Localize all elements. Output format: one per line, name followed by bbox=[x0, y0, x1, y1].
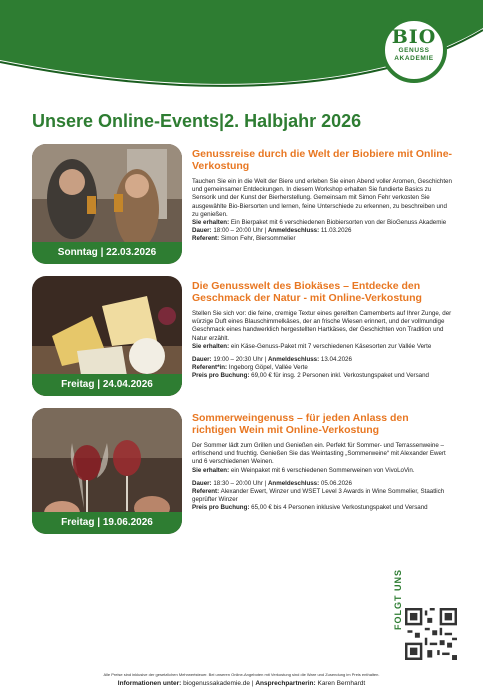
deadline-label: Anmeldeschluss: bbox=[267, 227, 320, 235]
deadline-label: Anmeldeschluss: bbox=[267, 356, 320, 364]
info-label: Informationen unter: bbox=[117, 680, 182, 687]
speaker-label: Referent: bbox=[192, 488, 220, 496]
event-date: Sonntag | 22.03.2026 bbox=[32, 242, 182, 264]
receive-text: ein Käse-Genuss-Paket mit 7 verschiedenen Käsesorten zur Vallée Verte bbox=[230, 342, 432, 350]
deadline-value: 05.06.2026 bbox=[320, 479, 352, 487]
bio-genuss-akademie-logo[interactable] bbox=[381, 17, 447, 83]
price-label: Preis pro Buchung: bbox=[192, 504, 250, 512]
receive-text: Ein Bierpaket mit 6 verschiedenen Biobiersorten von der BioGenuss Akademie bbox=[230, 219, 447, 227]
event-date: Freitag | 24.04.2026 bbox=[32, 374, 182, 396]
event-title[interactable]: Die Genusswelt des Biokäses – Entdecke den Geschmack der Natur - mit Online-Verkostung bbox=[192, 280, 422, 304]
contact-name: Karen Bernhardt bbox=[317, 680, 366, 687]
follow-us-label: FOLGT UNS bbox=[393, 569, 403, 630]
receive-label: Sie erhalten: bbox=[192, 219, 230, 227]
website-link[interactable]: biogenussakademie.de bbox=[183, 680, 251, 687]
event-description: Der Sommer lädt zum Grillen und Genießen ein. Perfekt für Sommer- und Terrassenweine – erfrischend und fruchtig. Genießen Sie das Weintasting „Sommerweine“ mit Alexander Ewert und 6 verschiedenen Weinen. bbox=[192, 442, 446, 466]
duration-value: 18:00 – 20:00 Uhr | bbox=[213, 227, 267, 235]
duration-label: Dauer: bbox=[192, 356, 212, 364]
deadline-label: Anmeldeschluss: bbox=[267, 479, 320, 487]
event-image-cheese bbox=[32, 276, 182, 396]
contact-label: Ansprechpartnerin: bbox=[255, 680, 316, 687]
speaker-label: Referent: bbox=[192, 235, 220, 243]
event-card bbox=[32, 276, 452, 401]
duration-value: 18:30 – 20:00 Uhr | bbox=[213, 479, 267, 487]
duration-label: Dauer: bbox=[192, 227, 212, 235]
event-description: Tauchen Sie ein in die Welt der Biere und erleben Sie einen Abend voller Aromen, Geschichten und gemeinsamer Entdeckungen. In diesem Workshop erhalten Sie fundierte Basics zu Sensorik und der Kunst der Bierherstellung. Gemeinsam mit Simon Fehr verkosten Sie ausgewählte Bio-Biersorten und lernen, feine Unterschiede zu erkennen, zu beschreiben und zu genießen. bbox=[192, 178, 452, 218]
qr-code-icon[interactable] bbox=[405, 608, 457, 660]
speaker-label: Referent*in: bbox=[192, 364, 228, 372]
event-description: Stellen Sie sich vor: die feine, cremige Textur eines gereiften Camemberts auf Ihrer Zunge, der würzige Duft eines Blauschimmelkäses, der an frische Wiesen erinnert, und der vollmundige Geschmack eines handwerklich hergestellten Hartkäses, der Geschichten von Tradition und Natur erzählt. bbox=[192, 310, 452, 342]
speaker-value: Alexander Ewert, Winzer und WSET Level 3 Awards in Wine Sommelier, Staatlich geprüfter Winzer bbox=[192, 488, 445, 504]
logo-akademie: AKADEMIE bbox=[394, 55, 434, 62]
event-card bbox=[32, 144, 452, 269]
price-disclaimer: Alle Preise sind inklusive der gesetzlichen Mehrwertsteuer. Bei unseren Online-Angeboten mit Verkostung sind die Ware und Zusendung im Preis enthalten. bbox=[103, 672, 380, 677]
event-date: Freitag | 19.06.2026 bbox=[32, 512, 182, 534]
event-card bbox=[32, 408, 452, 533]
page-title: Unsere Online-Events|2. Halbjahr 2026 bbox=[32, 111, 362, 131]
receive-label: Sie erhalten: bbox=[192, 342, 230, 350]
deadline-value: 13.04.2026 bbox=[320, 356, 352, 364]
price-label: Preis pro Buchung: bbox=[192, 372, 250, 380]
price-value: 69,00 € für insg. 2 Personen inkl. Verkostungspaket und Versand bbox=[251, 372, 429, 380]
duration-label: Dauer: bbox=[192, 479, 212, 487]
speaker-value: Ingeborg Göpel, Vallée Verte bbox=[228, 364, 308, 372]
logo-genuss: GENUSS bbox=[398, 47, 430, 54]
price-value: 65,00 € bis 4 Personen inklusive Verkostungspaket und Versand bbox=[251, 504, 428, 512]
speaker-value: Simon Fehr, Biersommelier bbox=[220, 235, 296, 243]
footer-info: Informationen unter: biogenussakademie.de | Ansprechpartnerin: Karen Bernhardt bbox=[117, 680, 366, 687]
event-image-beer bbox=[32, 144, 182, 264]
event-title[interactable]: Sommerweingenuss – für jeden Anlass den richtigen Wein mit Online-Verkostung bbox=[192, 412, 409, 436]
receive-text: ein Weinpaket mit 6 verschiedenen Sommerweinen von VivoLoVin. bbox=[230, 466, 415, 474]
event-image-wine bbox=[32, 408, 182, 534]
deadline-value: 11.03.2026 bbox=[320, 227, 352, 235]
logo-bio: BIO bbox=[391, 26, 437, 48]
duration-value: 19:00 – 20:30 Uhr | bbox=[213, 356, 267, 364]
receive-label: Sie erhalten: bbox=[192, 466, 230, 474]
event-title[interactable]: Genussreise durch die Welt der Biobiere mit Online-Verkostung bbox=[192, 148, 453, 172]
